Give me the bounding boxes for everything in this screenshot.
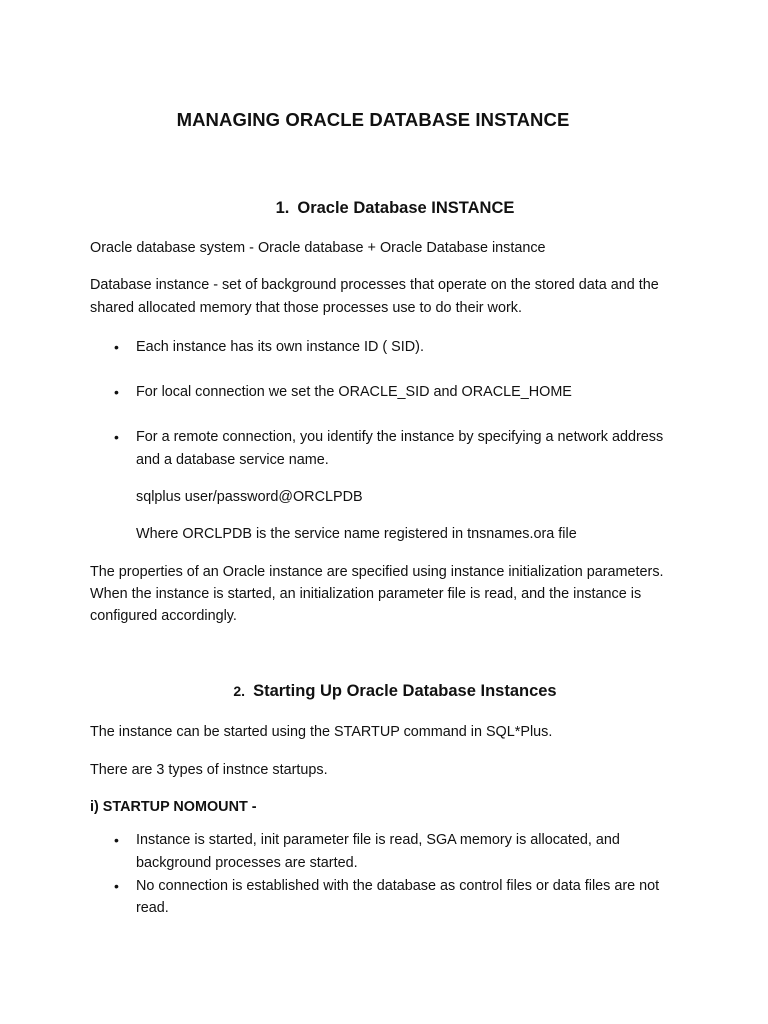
bullet-nomount-started-line2: background processes are started. [136,855,358,871]
bullet-remote-connection-line2: and a database service name. [136,452,329,468]
bullet-dot: • [114,384,119,400]
section-1-title: Oracle Database INSTANCE [297,199,515,217]
paragraph-properties-line1: The properties of an Oracle instance are specified using instance initialization parameters. [90,564,664,580]
section-1-number: 1. [275,199,290,217]
section-2-title: Starting Up Oracle Database Instances [253,682,557,700]
subheading-startup-nomount: i) STARTUP NOMOUNT - [90,799,257,815]
paragraph-startup-command: The instance can be started using the STARTUP command in SQL*Plus. [90,724,553,740]
bullet-instance-id: Each instance has its own instance ID ( SID). [136,339,424,355]
section-2-number: 2. [233,683,246,699]
bullet-dot: • [114,429,119,445]
code-example-note: Where ORCLPDB is the service name registered in tnsnames.ora file [136,526,577,542]
paragraph-system-definition: Oracle database system - Oracle database + Oracle Database instance [90,240,546,256]
paragraph-instance-definition-line1: Database instance - set of background processes that operate on the stored data and the [90,277,659,293]
bullet-nomount-started-line1: Instance is started, init parameter file is read, SGA memory is allocated, and [136,832,620,848]
bullet-dot: • [114,878,119,894]
paragraph-properties-line3: configured accordingly. [90,608,237,624]
code-example: sqlplus user/password@ORCLPDB [136,489,363,505]
bullet-nomount-no-connection-line2: read. [136,900,169,916]
bullet-remote-connection-line1: For a remote connection, you identify the instance by specifying a network address [136,429,664,445]
paragraph-properties-line2: When the instance is started, an initialization parameter file is read, and the instance is [90,586,642,602]
bullet-nomount-no-connection-line1: No connection is established with the database as control files or data files are not [136,878,660,894]
bullet-local-connection: For local connection we set the ORACLE_SID and ORACLE_HOME [136,384,572,400]
section-2-heading [0,682,768,701]
bullet-dot: • [114,339,119,355]
document-title: MANAGING ORACLE DATABASE INSTANCE [176,109,570,130]
paragraph-startup-types: There are 3 types of instnce startups. [90,762,328,778]
bullet-dot: • [114,832,119,848]
paragraph-instance-definition-line2: shared allocated memory that those processes use to do their work. [90,300,522,316]
section-1-heading [0,199,768,218]
